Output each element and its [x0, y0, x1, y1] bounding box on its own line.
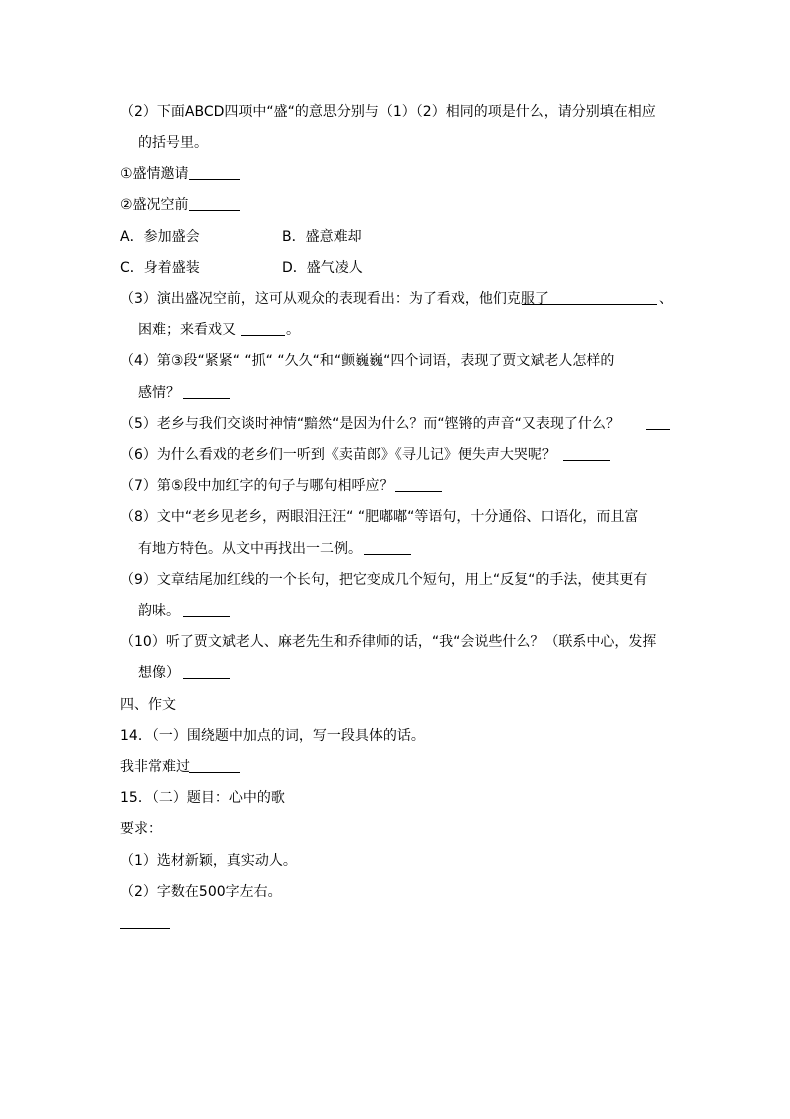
q13-9-blank[interactable] — [183, 602, 230, 617]
q14-blank[interactable] — [189, 758, 240, 773]
q13-8-text1: （8）文中“老乡见老乡，两眼泪汪汪“ “肥嘟嘟“等语句，十分通俗、口语化，而且富 — [120, 509, 639, 525]
option-a: A．参加盛会 — [120, 229, 200, 245]
q13-3-blank1[interactable] — [522, 290, 657, 305]
q13-2-item2 — [0, 196, 790, 214]
q13-8-line2 — [0, 540, 790, 558]
q13-4-line1 — [0, 352, 790, 370]
q13-3-text2: 困难；来看戏又 — [138, 322, 236, 338]
q13-10-line1 — [0, 633, 790, 651]
q13-6-line1 — [0, 446, 790, 464]
q13-8-line1 — [0, 508, 790, 526]
q13-4-text1: （4）第③段“紧紧“ “抓“ “久久“和“颤巍巍“四个词语，表现了贾文斌老人怎样的 — [120, 353, 615, 369]
q13-6-blank[interactable] — [563, 446, 610, 461]
section-4-title: 四、作文 — [120, 697, 176, 713]
q13-5-line1 — [0, 415, 790, 433]
q15-title: 15．（二）题目：心中的歌 — [120, 790, 285, 806]
q13-9-line1 — [0, 571, 790, 589]
q14-sentence: 我非常难过 — [120, 759, 190, 775]
item2-answer-blank[interactable] — [189, 196, 240, 211]
q14-line1 — [0, 727, 790, 745]
q15-blank[interactable] — [120, 914, 170, 929]
q15-req-label: 要求： — [120, 821, 162, 837]
q15-req1-line — [0, 852, 790, 870]
item1-label: ①盛情邀请 — [120, 166, 189, 182]
q13-2-text1: （2）下面ABCD四项中“盛“的意思分别与（1）（2）相同的项是什么，请分别填在相应 — [120, 104, 656, 120]
q15-req1: （1）选材新颖，真实动人。 — [120, 853, 297, 869]
q13-10-blank[interactable] — [183, 664, 230, 679]
q13-9-line2 — [0, 602, 790, 620]
q13-3-comma: 、 — [659, 291, 673, 307]
q13-8-blank[interactable] — [364, 540, 411, 555]
q13-10-text1: （10）听了贾文斌老人、麻老先生和乔律师的话，“我“会说些什么？（联系中心，发挥 — [120, 634, 657, 650]
section-4-heading — [0, 696, 790, 714]
q15-requirements-heading — [0, 820, 790, 838]
q14-prompt: 14．（一）围绕题中加点的词，写一段具体的话。 — [120, 728, 425, 744]
q13-4-blank[interactable] — [183, 384, 230, 399]
q13-2-text2: 的括号里。 — [138, 135, 208, 151]
q13-7-blank[interactable] — [395, 477, 442, 492]
item2-label: ②盛况空前 — [120, 197, 189, 213]
q13-9-text2: 韵味。 — [138, 603, 180, 619]
q13-3-line2 — [0, 321, 790, 339]
q13-6-text: （6）为什么看戏的老乡们一听到《卖苗郎》《寻儿记》便失声大哭呢？ — [120, 447, 556, 463]
q15-answer-line — [0, 914, 790, 932]
q13-3-period: 。 — [286, 322, 300, 338]
q13-10-line2 — [0, 664, 790, 682]
option-d: D．盛气凌人 — [282, 260, 363, 276]
q13-4-line2 — [0, 384, 790, 402]
q13-2-line2 — [0, 134, 790, 152]
options-row2 — [0, 259, 790, 277]
item1-answer-blank[interactable] — [189, 165, 240, 180]
options-row1 — [0, 228, 790, 246]
q15-line1 — [0, 789, 790, 807]
q13-3-blank2[interactable] — [241, 321, 285, 336]
q15-req2: （2）字数在500字左右。 — [120, 884, 282, 900]
q13-4-text2: 感情？ — [138, 385, 180, 401]
q15-req2-line — [0, 883, 790, 901]
q13-2-item1 — [0, 165, 790, 183]
q13-10-text2: 想像） — [138, 665, 180, 681]
option-c: C．身着盛装 — [120, 260, 200, 276]
q13-5-text: （5）老乡与我们交谈时神情“黯然“是因为什么？而“铿锵的声音“又表现了什么？ — [120, 416, 620, 432]
q13-3-line1 — [0, 290, 790, 308]
q13-7-text: （7）第⑤段中加红字的句子与哪句相呼应？ — [120, 478, 394, 494]
q13-7-line1 — [0, 477, 790, 495]
option-b: B．盛意难却 — [282, 229, 362, 245]
q13-2-line1 — [0, 103, 790, 121]
q13-9-text1: （9）文章结尾加红线的一个长句，把它变成几个短句，用上“反复“的手法，使其更有 — [120, 572, 648, 588]
q13-5-blank[interactable] — [646, 415, 670, 430]
q14-line2 — [0, 758, 790, 776]
q13-3-text1: （3）演出盛况空前，这可从观众的表现看出：为了看戏，他们克服了 — [120, 291, 549, 307]
q13-8-text2: 有地方特色。从文中再找出一二例。 — [138, 541, 362, 557]
